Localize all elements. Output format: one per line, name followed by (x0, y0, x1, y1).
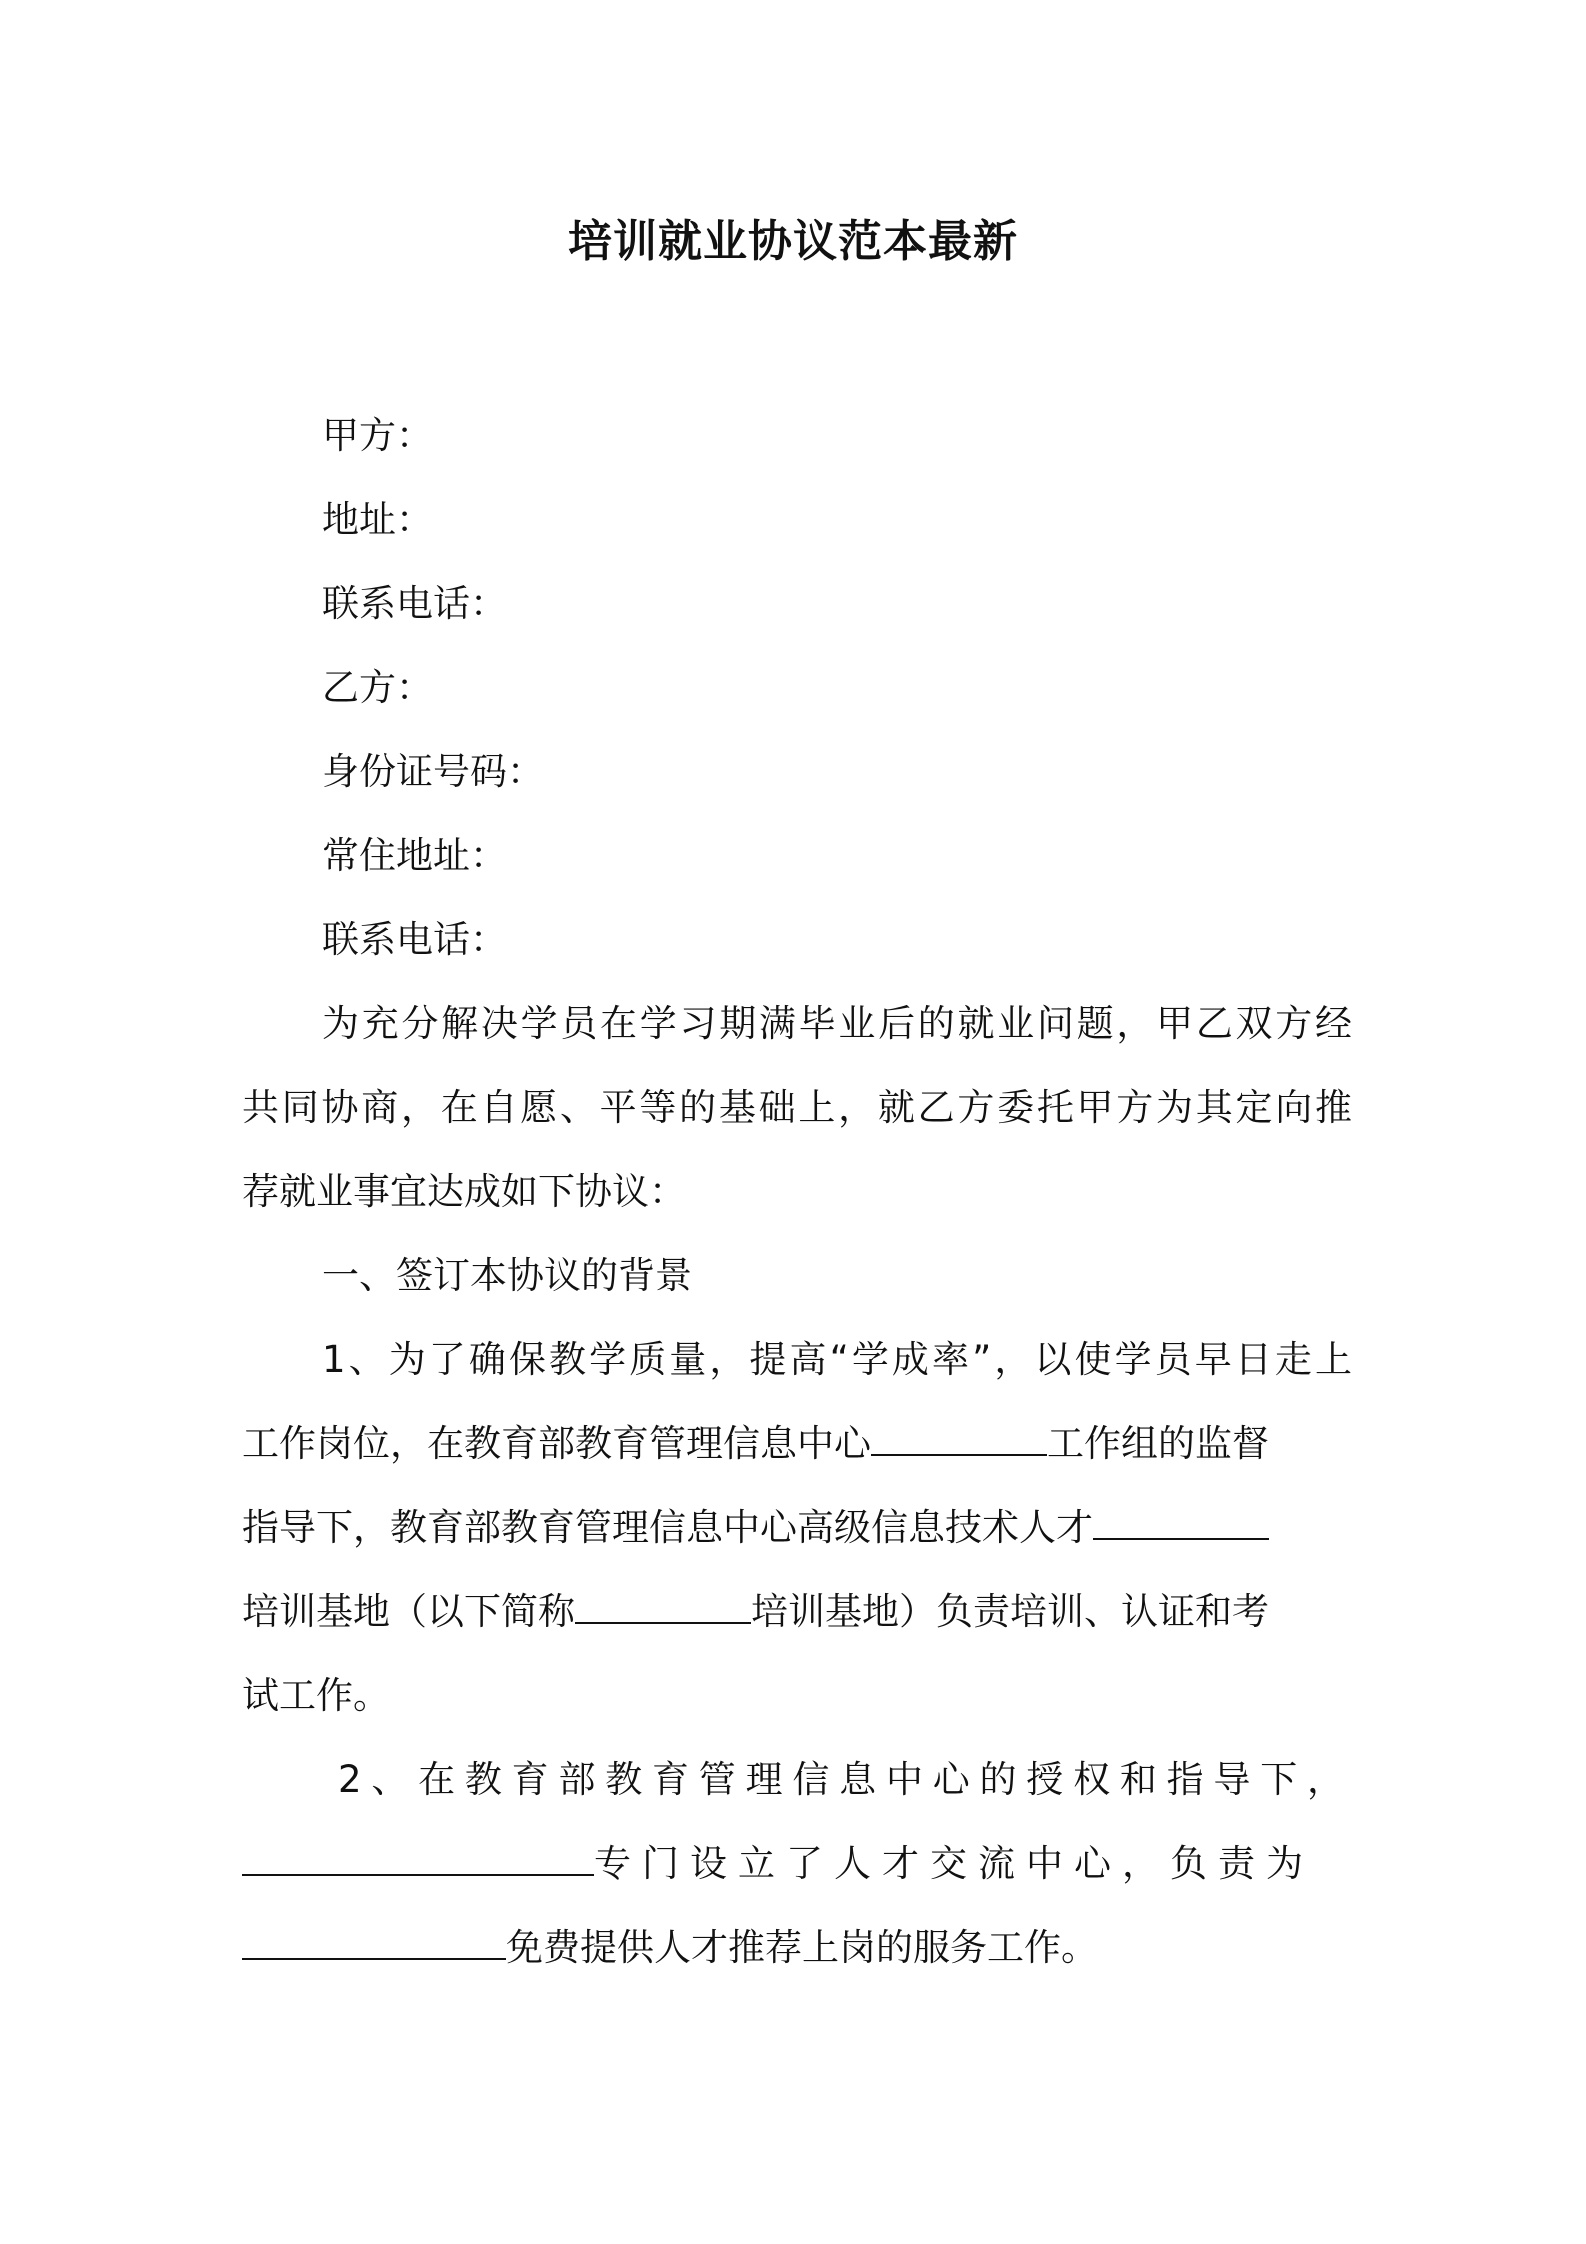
field-address: 地址： (322, 498, 433, 541)
clause-1-line-5: 试工作。 (242, 1674, 390, 1717)
clause-1-line-2-text-b: 工作组的监督 (1047, 1422, 1269, 1465)
intro-line-3: 荐就业事宜达成如下协议： (242, 1170, 686, 1213)
clause-1-line-3-text: 指导下，教育部教育管理信息中心高级信息技术人才 (242, 1506, 1093, 1549)
clause-2-line-3 (242, 1922, 1352, 1974)
clause-1-line-2-text-a: 工作岗位，在教育部教育管理信息中心 (242, 1422, 871, 1465)
blank-line (242, 1838, 594, 1876)
field-party-a: 甲方： (322, 414, 433, 457)
blank-line (1093, 1502, 1269, 1540)
section-1-heading: 一、签订本协议的背景 (322, 1254, 692, 1297)
document-title: 培训就业协议范本最新 (568, 216, 1018, 267)
blank-line (575, 1586, 751, 1624)
field-phone-a: 联系电话： (322, 582, 507, 625)
field-phone-b: 联系电话： (322, 918, 507, 961)
clause-1-line-4 (242, 1586, 1352, 1638)
blank-line (242, 1922, 506, 1960)
intro-line-1: 为充分解决学员在学习期满毕业后的就业问题，甲乙双方经 (322, 1002, 1352, 1045)
clause-1-line-2 (242, 1418, 1352, 1470)
blank-line (871, 1418, 1047, 1456)
clause-1-line-1: 1、为了确保教学质量，提高“学成率”，以使学员早日走上 (322, 1338, 1352, 1381)
clause-2-line-3-text: 免费提供人才推荐上岗的服务工作。 (506, 1926, 1098, 1969)
clause-2-line-2 (242, 1838, 1352, 1890)
field-residence: 常住地址： (322, 834, 507, 877)
field-id-number: 身份证号码： (322, 750, 544, 793)
clause-2-line-1: 2、在教育部教育管理信息中心的授权和指导下， (338, 1758, 1352, 1801)
clause-1-line-4-text-b: 培训基地）负责培训、认证和考 (751, 1590, 1269, 1633)
intro-line-2: 共同协商，在自愿、平等的基础上，就乙方委托甲方为其定向推 (242, 1086, 1352, 1129)
clause-1-line-4-text-a: 培训基地（以下简称 (242, 1590, 575, 1633)
clause-2-line-2-text: 专门设立了人才交流中心，负责为 (594, 1842, 1314, 1885)
field-party-b: 乙方： (322, 666, 433, 709)
clause-1-line-3 (242, 1502, 1352, 1554)
